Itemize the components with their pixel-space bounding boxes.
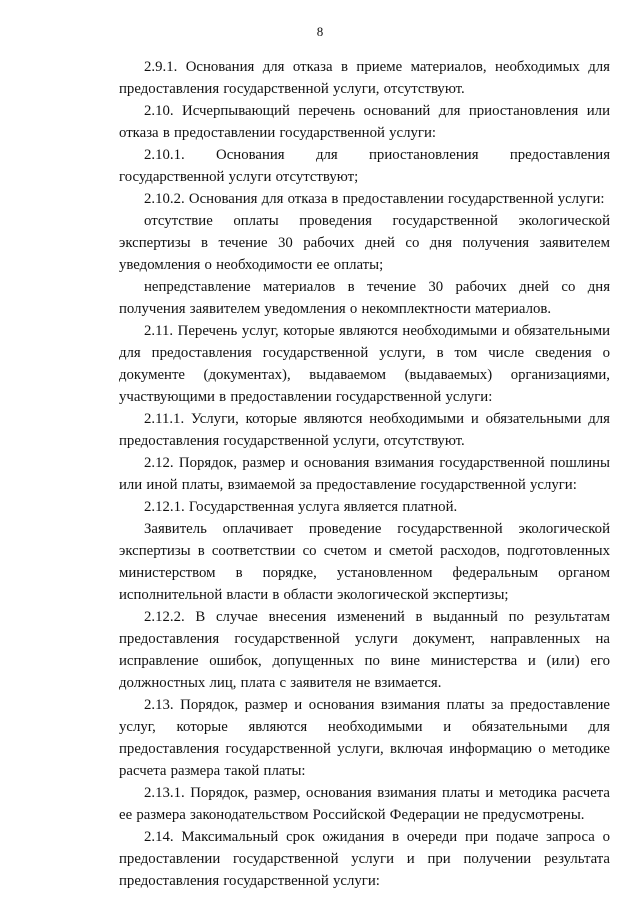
paragraph-2-11: 2.11. Перечень услуг, которые являются необходимыми и обязательными для предоставления государственной услуги, в том числе сведения о документе (документах), выдаваемом (выдаваемых) организациями, участвующими в предоставлении государственной услуги: bbox=[119, 323, 610, 405]
paragraph-2-9-1: 2.9.1. Основания для отказа в приеме материалов, необходимых для предоставления государственной услуги, отсутствуют. bbox=[119, 59, 610, 97]
paragraph-2-12-1: 2.12.1. Государственная услуга является платной. bbox=[144, 499, 458, 515]
paragraph-2-10-2: 2.10.2. Основания для отказа в предоставлении государственной услуги: bbox=[144, 191, 605, 207]
paragraph-2-10-1: 2.10.1. Основания для приостановления предоставления государственной услуги отсутствуют; bbox=[119, 147, 610, 185]
paragraph-no-payment: отсутствие оплаты проведения государственной экологической экспертизы в течение 30 рабочих дней со дня получения заявителем уведомления о необходимости ее оплаты; bbox=[119, 213, 610, 273]
paragraph-applicant-pays: Заявитель оплачивает проведение государственной экологической экспертизы в соответствии со счетом и сметой расходов, подготовленных министерством в порядке, установленном федеральным органом исполнительной власти в области экологической экспертизы; bbox=[119, 521, 610, 603]
document-body bbox=[119, 56, 610, 892]
paragraph-2-10: 2.10. Исчерпывающий перечень оснований для приостановления или отказа в предоставлении государственной услуги: bbox=[119, 103, 610, 141]
paragraph-2-12: 2.12. Порядок, размер и основания взимания государственной пошлины или иной платы, взимаемой за предоставление государственной услуги: bbox=[119, 455, 610, 493]
paragraph-2-12-2: 2.12.2. В случае внесения изменений в выданный по результатам предоставления государственной услуги документ, направленных на исправление ошибок, допущенных по вине министерства и (или) его должностных лиц, плата с заявителя не взимается. bbox=[119, 609, 610, 691]
page-number: 8 bbox=[316, 24, 324, 39]
paragraph-2-11-1: 2.11.1. Услуги, которые являются необходимыми и обязательными для предоставления государственной услуги, отсутствуют. bbox=[119, 411, 610, 449]
paragraph-2-13-1: 2.13.1. Порядок, размер, основания взимания платы и методика расчета ее размера законодательством Российской Федерации не предусмотрены. bbox=[119, 785, 610, 823]
paragraph-no-materials: непредставление материалов в течение 30 рабочих дней со дня получения заявителем уведомления о некомплектности материалов. bbox=[119, 279, 610, 317]
paragraph-2-13: 2.13. Порядок, размер и основания взимания платы за предоставление услуг, которые являются необходимыми и обязательными для предоставления государственной услуги, включая информацию о методике расчета размера такой платы: bbox=[119, 697, 610, 779]
paragraph-2-14: 2.14. Максимальный срок ожидания в очереди при подаче запроса о предоставлении государственной услуги и при получении результата предоставления государственной услуги: bbox=[119, 829, 610, 889]
